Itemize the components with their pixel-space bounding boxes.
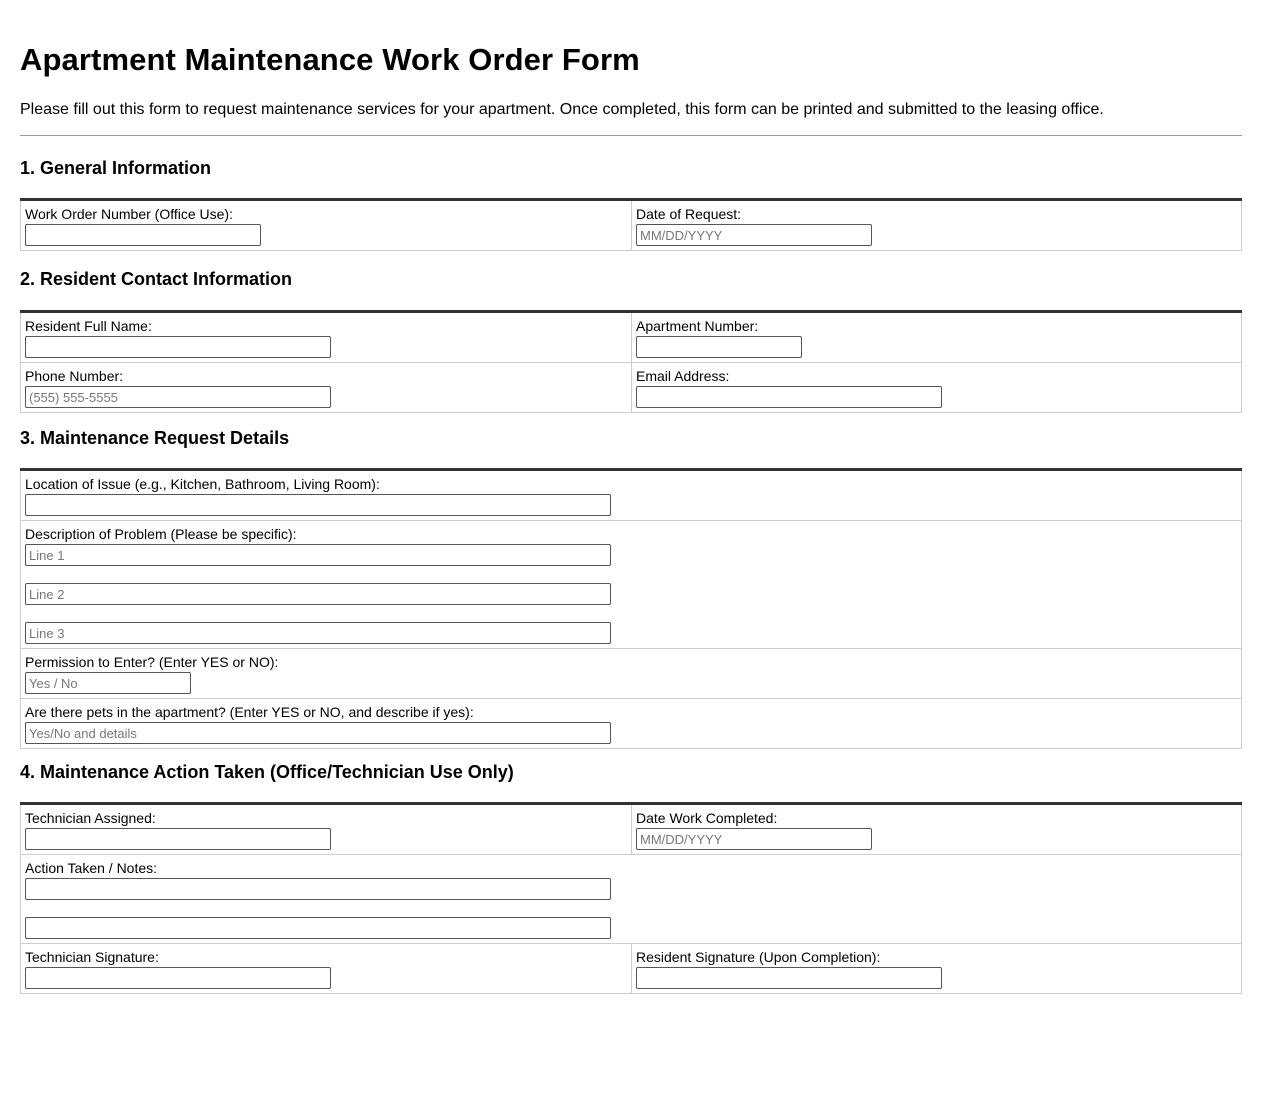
phone-cell xyxy=(21,363,632,413)
description-line-3-input[interactable] xyxy=(25,622,611,644)
notes-line-2-input[interactable] xyxy=(25,917,611,939)
section-request-heading: 3. Maintenance Request Details xyxy=(20,428,290,448)
date-completed-label: Date Work Completed: xyxy=(636,810,778,826)
pets-label: Are there pets in the apartment? (Enter YES or NO, and describe if yes): xyxy=(25,704,474,720)
notes-label: Action Taken / Notes: xyxy=(25,860,158,876)
location-cell xyxy=(21,470,1242,521)
section-contact-table xyxy=(20,310,1242,413)
work-order-label: Work Order Number (Office Use): xyxy=(25,206,233,222)
email-label: Email Address: xyxy=(636,368,730,384)
phone-label: Phone Number: xyxy=(25,368,124,384)
section-action-table xyxy=(20,802,1242,994)
technician-label: Technician Assigned: xyxy=(25,810,156,826)
resident-signature-cell xyxy=(632,944,1242,994)
pets-input[interactable] xyxy=(25,722,611,744)
notes-line-1-input[interactable] xyxy=(25,878,611,900)
resident-signature-label: Resident Signature (Upon Completion): xyxy=(636,949,881,965)
date-completed-input[interactable] xyxy=(636,828,872,850)
date-request-label: Date of Request: xyxy=(636,206,742,222)
intro-text: Please fill out this form to request maintenance services for your apartment. Once completed, this form can be printed and submitted to the leasing office. xyxy=(20,101,1104,118)
email-input[interactable] xyxy=(636,386,942,408)
location-label: Location of Issue (e.g., Kitchen, Bathroom, Living Room): xyxy=(25,476,380,492)
work-order-input[interactable] xyxy=(25,224,261,246)
pets-cell xyxy=(21,699,1242,749)
date-request-cell xyxy=(632,200,1242,251)
permission-label: Permission to Enter? (Enter YES or NO): xyxy=(25,654,279,670)
apartment-number-input[interactable] xyxy=(636,336,802,358)
description-label: Description of Problem (Please be specific): xyxy=(25,526,297,542)
date-completed-cell xyxy=(632,804,1242,855)
apartment-cell xyxy=(632,312,1242,363)
resident-name-label: Resident Full Name: xyxy=(25,318,152,334)
apartment-number-label: Apartment Number: xyxy=(636,318,759,334)
permission-cell xyxy=(21,649,1242,699)
description-line-1-input[interactable] xyxy=(25,544,611,566)
resident-name-input[interactable] xyxy=(25,336,331,358)
section-action-heading: 4. Maintenance Action Taken (Office/Technician Use Only) xyxy=(20,762,514,782)
tech-signature-label: Technician Signature: xyxy=(25,949,159,965)
notes-cell xyxy=(21,855,1242,944)
page-title: Apartment Maintenance Work Order Form xyxy=(20,42,640,77)
tech-signature-input[interactable] xyxy=(25,967,331,989)
work-order-cell xyxy=(21,200,632,251)
technician-input[interactable] xyxy=(25,828,331,850)
section-general-table xyxy=(20,198,1242,251)
location-input[interactable] xyxy=(25,494,611,516)
technician-cell xyxy=(21,804,632,855)
section-general-heading: 1. General Information xyxy=(20,158,212,178)
phone-input[interactable] xyxy=(25,386,331,408)
section-contact-heading: 2. Resident Contact Information xyxy=(20,269,293,289)
section-request-table xyxy=(20,468,1242,749)
description-cell xyxy=(21,521,1242,649)
name-cell xyxy=(21,312,632,363)
tech-signature-cell xyxy=(21,944,632,994)
divider xyxy=(20,135,1242,136)
date-request-input[interactable] xyxy=(636,224,872,246)
description-line-2-input[interactable] xyxy=(25,583,611,605)
email-cell xyxy=(632,363,1242,413)
permission-input[interactable] xyxy=(25,672,191,694)
resident-signature-input[interactable] xyxy=(636,967,942,989)
